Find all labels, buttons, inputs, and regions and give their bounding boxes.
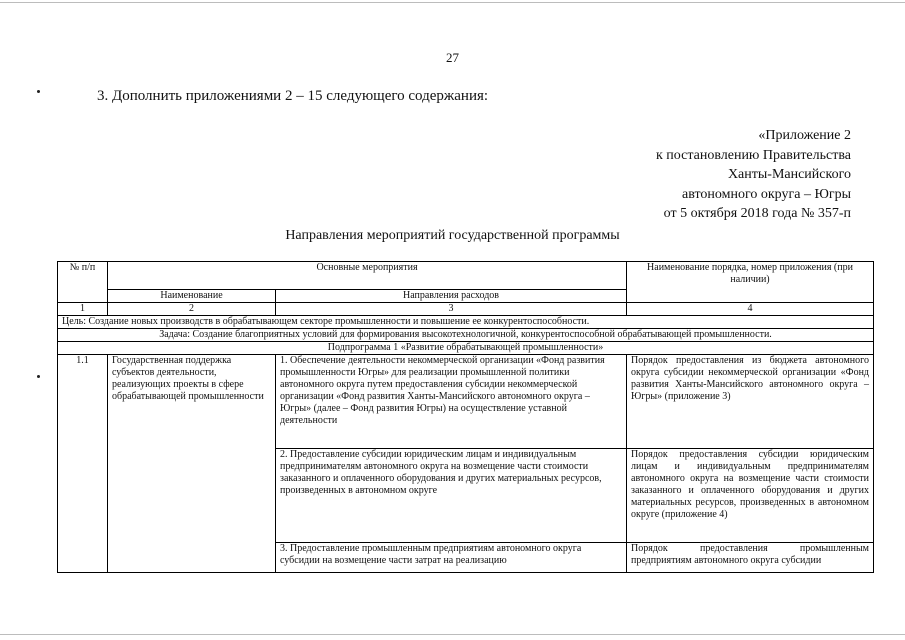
appendix-reference (656, 126, 851, 224)
column-number: 2 (108, 303, 276, 316)
event-name: Государственная поддержка субъектов деятельности, реализующих проекты в сфере обрабатывающей промышленности (108, 355, 276, 573)
header-num: № п/п (58, 262, 108, 303)
header-main-events: Основные мероприятия (108, 262, 627, 290)
program-table (57, 261, 874, 573)
appendix-line: от 5 октября 2018 года № 357-п (663, 206, 851, 221)
procedure-reference (627, 543, 874, 573)
column-number: 3 (276, 303, 627, 316)
scan-edge-top (0, 2, 905, 3)
procedure-reference-text: Порядок предоставления промышленным предприятиям автономного округа субсидии (631, 543, 870, 566)
row-number: 1.1 (58, 355, 108, 573)
procedure-reference: Порядок предоставления субсидии юридическим лицам и индивидуальным предпринимателям автономного округа на возмещение части стоимости заказанного и оплаченного оборудования и других материальных ресурсов, произведенных в автономном округе (приложение 4) (627, 449, 874, 543)
column-number: 4 (627, 303, 874, 316)
header-order: Наименование порядка, номер приложения (при наличии) (627, 262, 874, 303)
appendix-line: к постановлению Правительства (655, 147, 851, 163)
expense-direction (276, 543, 627, 573)
task-row: Задача: Создание благоприятных условий для формирования высокотехнологичной, конкурентоспособной обрабатывающей промышленности. (58, 329, 874, 342)
appendix-line: Ханты-Мансийского (727, 167, 851, 182)
appendix-line: автономного округа – Югры (682, 186, 851, 202)
expense-direction: 1. Обеспечение деятельности некоммерческой организации «Фонд развития промышленности Югры» для реализации промышленной политики автономного округа путем предоставления субсидии некоммерческой организации «Фонд развития Ханты-Мансийского автономного округа – Югры» (далее – Фонд развития Югры) на осуществление уставной деятельности (276, 355, 627, 449)
column-number: 1 (58, 303, 108, 316)
intro-text: 3. Дополнить приложениями 2 – 15 следующего содержания: (97, 88, 489, 104)
expense-direction: 2. Предоставление субсидии юридическим лицам и индивидуальным предпринимателям автономного округа на возмещение части стоимости заказанного и оплаченного оборудования и других материальных ресурсов, произведенных в автономном округе (276, 449, 627, 543)
header-directions: Направления расходов (276, 290, 627, 303)
margin-mark (37, 90, 40, 93)
appendix-line: «Приложение 2 (758, 128, 851, 143)
expense-direction-text: 3. Предоставление промышленным предприятиям автономного округа субсидии на возмещение части затрат на реализацию (280, 543, 582, 566)
header-name: Наименование (108, 290, 276, 303)
subprogram-row: Подпрограмма 1 «Развитие обрабатывающей промышленности» (58, 342, 874, 355)
margin-mark (37, 375, 40, 378)
goal-row: Цель: Создание новых производств в обрабатывающем секторе промышленности и повышение ее конкурентоспособности. (58, 316, 874, 329)
page-number: 27 (446, 50, 459, 65)
procedure-reference: Порядок предоставления из бюджета автономного округа субсидии некоммерческой организации «Фонд развития Ханты-Мансийского автономного округа – Югры» (приложение 3) (627, 355, 874, 449)
scan-edge-bottom (0, 634, 905, 635)
document-title: Направления мероприятий государственной программы (285, 228, 620, 243)
